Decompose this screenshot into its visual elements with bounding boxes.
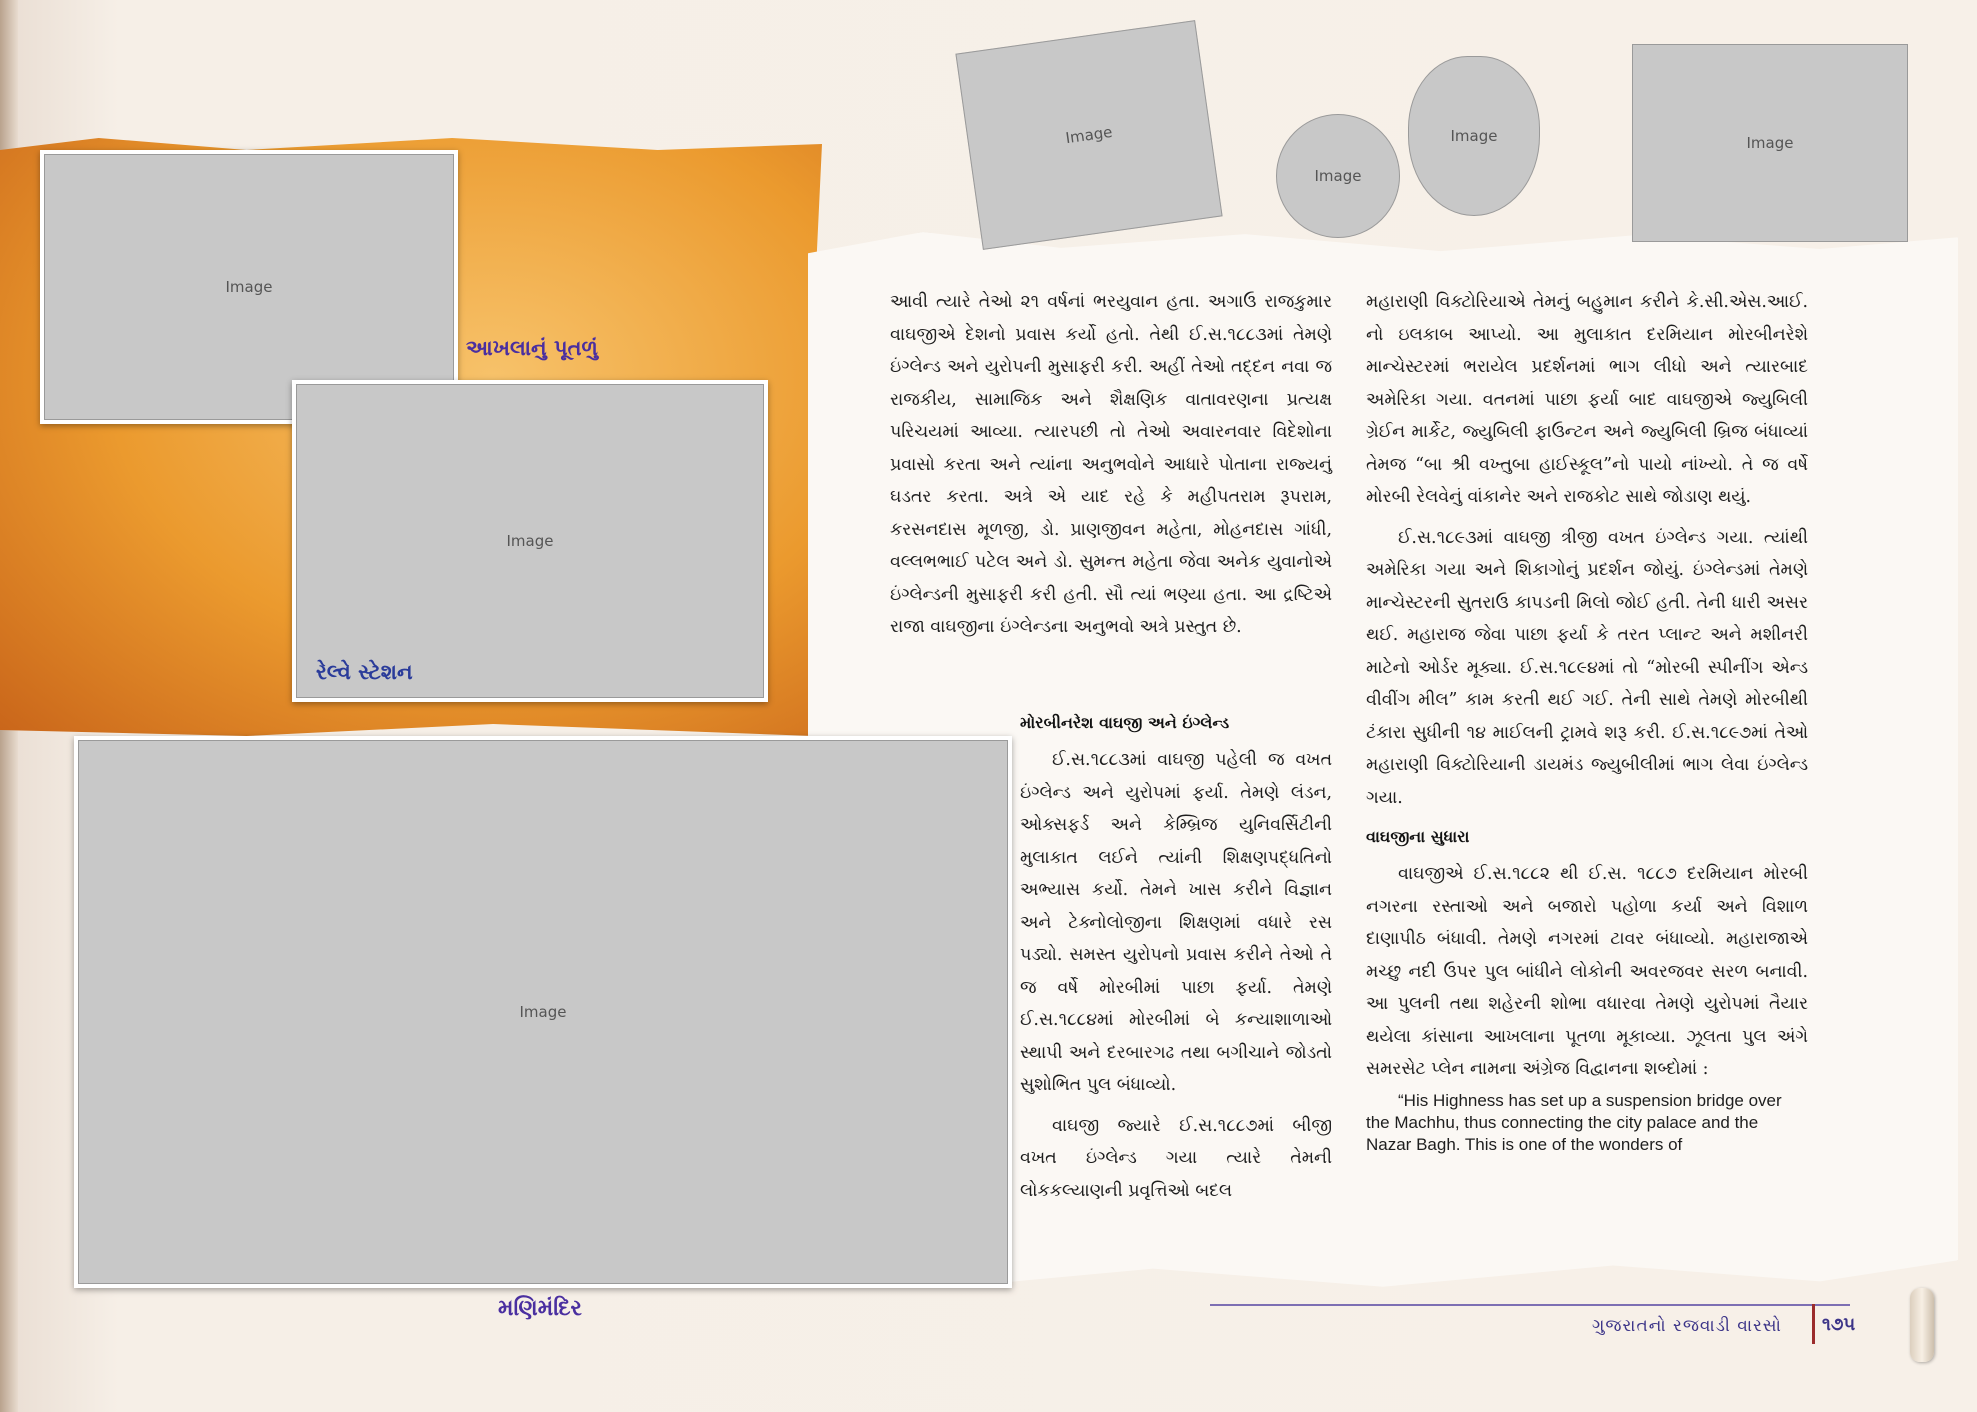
paragraph: ઈ.સ.૧૮૯૩માં વાઘજી ત્રીજી વખત ઇંગ્લેન્ડ ગયા. ત્યાંથી અમેરિકા ગયા અને શિકાગોનું પ્રદર્શન જોયું. ઇંગ્લેન્ડમાં તેમણે માન્ચેસ્ટરની સુતરાઉ કાપડની મિલો જોઈ હતી. તેની ધારી અસર થઈ. મહારાજ જેવા પાછા ફર્યા કે તરત પ્લાન્ટ અને મશીનરી માટેનો ઓર્ડર મૂક્યા. ઈ.સ.૧૮૯૪માં તો “મોરબી સ્પીનીંગ એન્ડ વીવીંગ મીલ” કામ કરતી થઈ ગઈ. તેની સાથે તેમણે મોરબીથી ટંકારા સુધીની ૧૪ માઈલની ટ્રામવે શરૂ કરી. ઈ.સ.૧૮૯૭માં તેઓ મહારાણી વિક્ટોરિયાની ડાયમંડ જ્યુબીલીમાં ભાગ લેવા ઇંગ્લેન્ડ ગયા. [1366,527,1808,808]
image-placeholder: Image [44,154,454,420]
coin-image-1 [1276,114,1400,238]
section-heading: વાઘજીના સુધારા [1366,827,1470,846]
page-number: ૧૭૫ [1822,1314,1856,1335]
section-heading: મોરબીનરેશ વાઘજી અને ઇંગ્લેન્ડ [1020,713,1230,732]
coin-image-2 [1408,56,1540,216]
footer-rule [1210,1304,1850,1306]
royal-emblem-image [955,20,1222,250]
image-placeholder: Image [78,740,1008,1284]
paragraph: વાઘજીએ ઈ.સ.૧૮૮૨ થી ઈ.સ. ૧૮૮૭ દરમિયાન મોરબી નગરના રસ્તાઓ અને બજારો પહોળા કર્યા અને વિશાળ દાણાપીઠ બંધાવી. તેમણે નગરમાં ટાવર બંધાવ્યો. મહારાજાએ મચ્છુ નદી ઉપર પુલ બાંધીને લોકોની અવરજવર સરળ બનાવી. આ પુલની તથા શહેરની શોભા વધારવા તેમણે યુરોપમાં તૈયાર થયેલા કાંસાના આખલાના પૂતળા મૂકાવ્યા. ઝૂલતા પુલ અંગે સમરસેટ પ્લેન નામના અંગ્રેજ વિદ્વાનના શબ્દોમાં : [1366,864,1808,1079]
railway-station-photo [292,380,768,702]
text-column-right [1366,286,1808,1156]
text-column-left-bottom [1020,706,1332,1207]
book-title: ગુજરાતનો રજવાડી વારસો [1592,1316,1782,1336]
scroll-ornament [1910,1288,1934,1362]
image-placeholder: Image [1276,114,1400,238]
image-placeholder: Image [1408,56,1540,216]
image-placeholder: Image [1632,44,1908,242]
ruin-image [1632,44,1908,242]
bull-statue-caption: આખલાનું પૂતળું [466,336,598,360]
paragraph: મહારાણી વિક્ટોરિયાએ તેમનું બહુમાન કરીને કે.સી.એસ.આઈ. નો ઇલકાબ આપ્યો. આ મુલાકાત દરમિયાન મોરબીનરેશે માન્ચેસ્ટરમાં ભરાયેલ પ્રદર્શનમાં ભાગ લીધો અને ત્યારબાદ અમેરિકા ગયા. વતનમાં પાછા ફર્યા બાદ વાઘજીએ જ્યુબિલી ગ્રેઈન માર્કેટ, જ્યુબિલી ફાઉન્ટન અને જ્યુબિલી બ્રિજ બંધાવ્યાં તેમજ “બા શ્રી વખ્તુબા હાઈસ્કૂલ”નો પાયો નાંખ્યો. તે જ વર્ષે મોરબી રેલવેનું વાંકાનેર અને રાજકોટ સાથે જોડાણ થયું. [1366,292,1808,507]
english-quote: “His Highness has set up a suspension bridge over the Machhu, thus connecting the city palace and the Nazar Bagh. This is one of the wonders of [1366,1090,1782,1154]
text-column-left-top [890,286,1332,644]
railway-station-caption: રેલ્વે સ્ટેશન [316,660,413,684]
footer-separator [1812,1304,1815,1344]
mani-mandir-caption: મણિમંદિર [498,1296,582,1321]
image-placeholder: Image [955,20,1222,250]
paragraph: વાઘજી જ્યારે ઈ.સ.૧૮૮૭માં બીજી વખત ઇંગ્લેન્ડ ગયા ત્યારે તેમની લોકકલ્યાણની પ્રવૃત્તિઓ બદલ [1020,1115,1332,1201]
paragraph: આવી ત્યારે તેઓ ૨૧ વર્ષનાં ભરયુવાન હતા. અગાઉ રાજકુમાર વાઘજીએ દેશનો પ્રવાસ કર્યો હતો. તેથી ઈ.સ.૧૮૮૩માં તેમણે ઇંગ્લેન્ડ અને યુરોપની મુસાફરી કરી. અહીં તેઓ તદ્દન નવા જ રાજકીય, સામાજિક અને શૈક્ષણિક વાતાવરણના પ્રત્યક્ષ પરિચયમાં આવ્યા. ત્યારપછી તો તેઓ અવારનવાર વિદેશોના પ્રવાસો કરતા અને ત્યાંના અનુભવોને આધારે પોતાના રાજ્યનું ઘડતર કરતા. અત્રે એ યાદ રહે કે મહીપતરામ રૂપરામ, કરસનદાસ મૂળજી, ડો. પ્રાણજીવન મહેતા, મોહનદાસ ગાંધી, વલ્લભભાઈ પટેલ અને ડો. સુમન્ત મહેતા જેવા અનેક યુવાનોએ ઇંગ્લેન્ડની મુસાફરી કરી હતી. સૌ ત્યાં ભણ્યા હતા. આ દ્રષ્ટિએ રાજા વાઘજીના ઇંગ્લેન્ડના અનુભવો અત્રે પ્રસ્તુત છે. [890,292,1332,637]
mani-mandir-photo [74,736,1012,1288]
paragraph: ઈ.સ.૧૮૮૩માં વાઘજી પહેલી જ વખત ઇંગ્લેન્ડ અને યુરોપમાં ફર્યા. તેમણે લંડન, ઓક્સફર્ડ અને કેમ્બ્રિજ યુનિવર્સિટીની મુલાકાત લઈને ત્યાંની શિક્ષણપદ્ધતિનો અભ્યાસ કર્યો. તેમને ખાસ કરીને વિજ્ઞાન અને ટેક્નોલોજીના શિક્ષણમાં વધારે રસ પડ્યો. સમસ્ત યુરોપનો પ્રવાસ કરીને તેઓ તે જ વર્ષે મોરબીમાં પાછા ફર્યા. તેમણે ઈ.સ.૧૮૮૪માં મોરબીમાં બે કન્યાશાળાઓ સ્થાપી અને દરબારગઢ તથા બગીચાને જોડતો સુશોભિત પુલ બંધાવ્યો. [1020,750,1332,1095]
image-placeholder: Image [296,384,764,698]
